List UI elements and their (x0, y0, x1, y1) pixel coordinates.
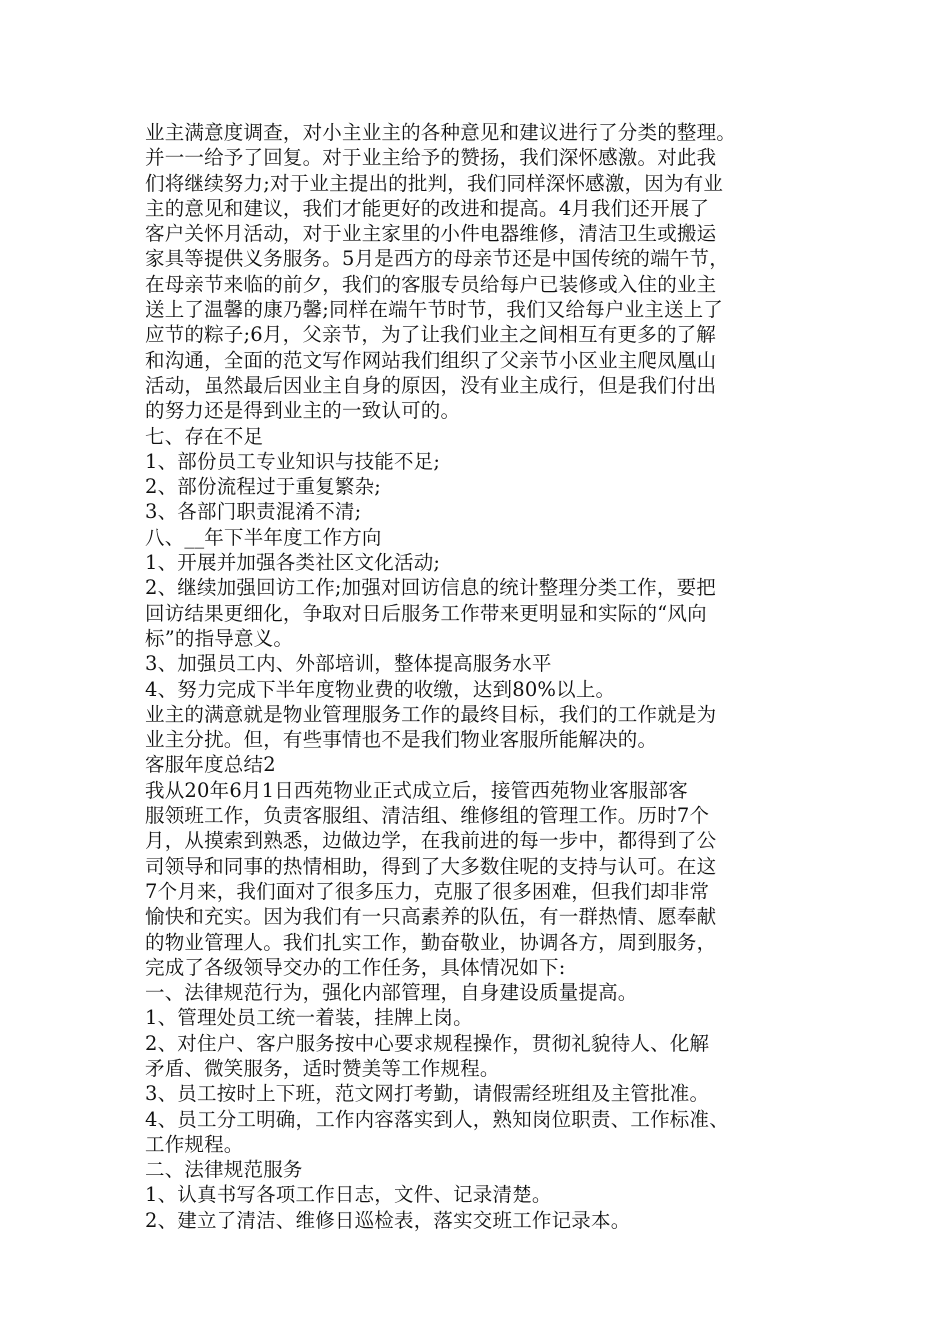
text-line: 2、继续加强回访工作;加强对回访信息的统计整理分类工作，要把 (145, 576, 716, 600)
text-line: 3、各部门职责混淆不清; (145, 500, 362, 524)
text-line: 3、加强员工内、外部培训，整体提高服务水平 (145, 652, 552, 676)
text-line: 愉快和充实。因为我们有一只高素养的队伍，有一群热情、愿奉献 (145, 905, 717, 929)
text-line: 和沟通，全面的范文写作网站我们组织了父亲节小区业主爬凤凰山 (145, 348, 717, 372)
text-line: 我从20年6月1日西苑物业正式成立后，接管西苑物业客服部客 (145, 778, 688, 802)
text-line: 家具等提供义务服务。5月是西方的母亲节还是中国传统的端午节， (145, 247, 729, 271)
text-line: 1、部份员工专业知识与技能不足; (145, 449, 441, 473)
text-line: 活动，虽然最后因业主自身的原因，没有业主成行，但是我们付出 (145, 373, 717, 397)
text-line: 客服年度总结2 (145, 753, 276, 777)
text-line: 业主的满意就是物业管理服务工作的最终目标，我们的工作就是为 (145, 702, 717, 726)
text-line: 送上了温馨的康乃馨;同样在端午节时节，我们又给每户业主送上了 (145, 298, 724, 322)
text-line: 4、员工分工明确，工作内容落实到人，熟知岗位职责、工作标准、 (145, 1107, 729, 1131)
text-line: 司领导和同事的热情相助，得到了大多数住呢的支持与认可。在这 (145, 854, 717, 878)
text-line: 主的意见和建议，我们才能更好的改进和提高。4月我们还开展了 (145, 196, 710, 220)
text-line: 月，从摸索到熟悉，边做边学，在我前进的每一步中，都得到了公 (145, 829, 717, 853)
text-line: 标”的指导意义。 (145, 626, 294, 650)
document-body (145, 120, 825, 1233)
text-line: 1、开展并加强各类社区文化活动; (145, 551, 441, 575)
text-line: 2、建立了清洁、维修日巡检表，落实交班工作记录本。 (145, 1208, 631, 1232)
text-line: 业主满意度调查，对小主业主的各种意见和建议进行了分类的整理。 (145, 121, 737, 144)
text-line: 3、员工按时上下班，范文网打考勤，请假需经班组及主管批准。 (145, 1082, 710, 1106)
text-line: 的物业管理人。我们扎实工作，勤奋敬业，协调各方，周到服务， (145, 930, 717, 954)
text-line: 4、努力完成下半年度物业费的收缴，达到80%以上。 (145, 677, 616, 701)
text-line: 们将继续努力;对于业主提出的批判，我们同样深怀感激，因为有业 (145, 171, 724, 195)
text-line: 2、部份流程过于重复繁杂; (145, 475, 382, 499)
text-line: 客户关怀月活动，对于业主家里的小件电器维修，清洁卫生或搬运 (145, 222, 717, 246)
text-line: 2、对住户、客户服务按中心要求规程操作，贯彻礼貌待人、化解 (145, 1031, 710, 1055)
text-line: 二、法律规范服务 (145, 1158, 303, 1182)
text-line: 服领班工作，负责客服组、清洁组、维修组的管理工作。历时7个 (145, 804, 710, 828)
text-line: 的努力还是得到业主的一致认可的。 (145, 399, 461, 423)
text-line: 完成了各级领导交办的工作任务，具体情况如下: (145, 955, 566, 979)
text-line: 并一一给予了回复。对于业主给予的赞扬，我们深怀感激。对此我 (145, 146, 717, 170)
text-line: 工作规程。 (145, 1132, 244, 1156)
text-line: 业主分扰。但，有些事情也不是我们物业客服所能解决的。 (145, 728, 658, 752)
text-line: 应节的粽子;6月，父亲节，为了让我们业主之间相互有更多的了解 (145, 323, 716, 347)
text-line: 1、管理处员工统一着装，挂牌上岗。 (145, 1006, 473, 1030)
text-line: 在母亲节来临的前夕，我们的客服专员给每户已装修或入住的业主 (145, 272, 717, 296)
text-line: 一、法律规范行为，强化内部管理，自身建设质量提高。 (145, 981, 638, 1005)
text-line: 7个月来，我们面对了很多压力，克服了很多困难，但我们却非常 (145, 879, 710, 903)
text-line: 七、存在不足 (145, 424, 264, 448)
text-line: 回访结果更细化，争取对日后服务工作带来更明显和实际的“风向 (145, 601, 707, 625)
text-line: 矛盾、微笑服务，适时赞美等工作规程。 (145, 1056, 500, 1080)
text-line: 八、__年下半年度工作方向 (145, 525, 382, 549)
text-line: 1、认真书写各项工作日志，文件、记录清楚。 (145, 1183, 552, 1207)
